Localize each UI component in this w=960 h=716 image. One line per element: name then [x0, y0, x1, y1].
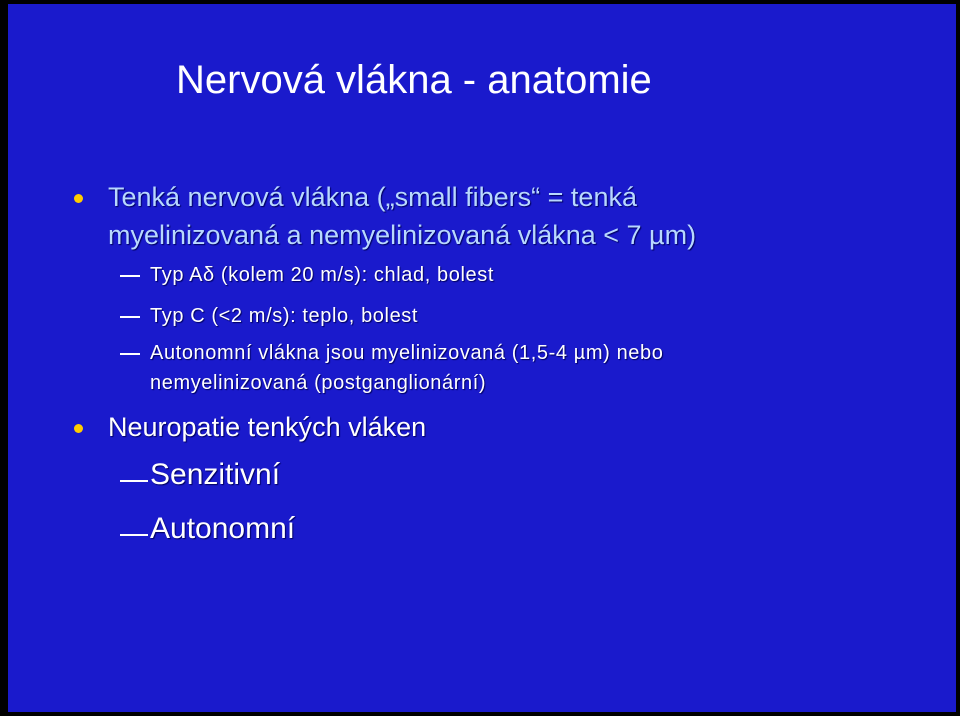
- dash-icon: [120, 316, 140, 318]
- sub-bullet-autonomic-line-1: Autonomní vlákna jsou myelinizovaná (1,5-4 µm) nebo: [150, 342, 664, 364]
- slide: [8, 4, 956, 712]
- bullet-dot-icon: [74, 194, 83, 203]
- bullet-1-line-1: Tenká nervová vlákna („small fibers“ = tenká: [108, 182, 637, 212]
- dash-icon: [120, 353, 140, 355]
- sub-bullet-autonomni: Autonomní: [150, 512, 296, 545]
- sub-bullet-senzitivni: Senzitivní: [150, 458, 281, 491]
- sub-bullet-type-c: Typ C (<2 m/s): teplo, bolest: [150, 305, 419, 327]
- sub-bullet-autonomic-line-2: nemyelinizovaná (postganglionární): [150, 372, 487, 394]
- bullet-1-line-2: myelinizovaná a nemyelinizovaná vlákna < 7 µm): [108, 220, 697, 250]
- bullet-dot-icon: [74, 424, 83, 433]
- slide-title: Nervová vlákna - anatomie: [176, 58, 652, 102]
- dash-icon: [120, 275, 140, 277]
- sub-bullet-type-a-delta: Typ Aδ (kolem 20 m/s): chlad, bolest: [150, 264, 494, 286]
- dash-icon: [120, 480, 148, 482]
- bullet-2-line-1: Neuropatie tenkých vláken: [108, 412, 427, 442]
- dash-icon: [120, 534, 148, 536]
